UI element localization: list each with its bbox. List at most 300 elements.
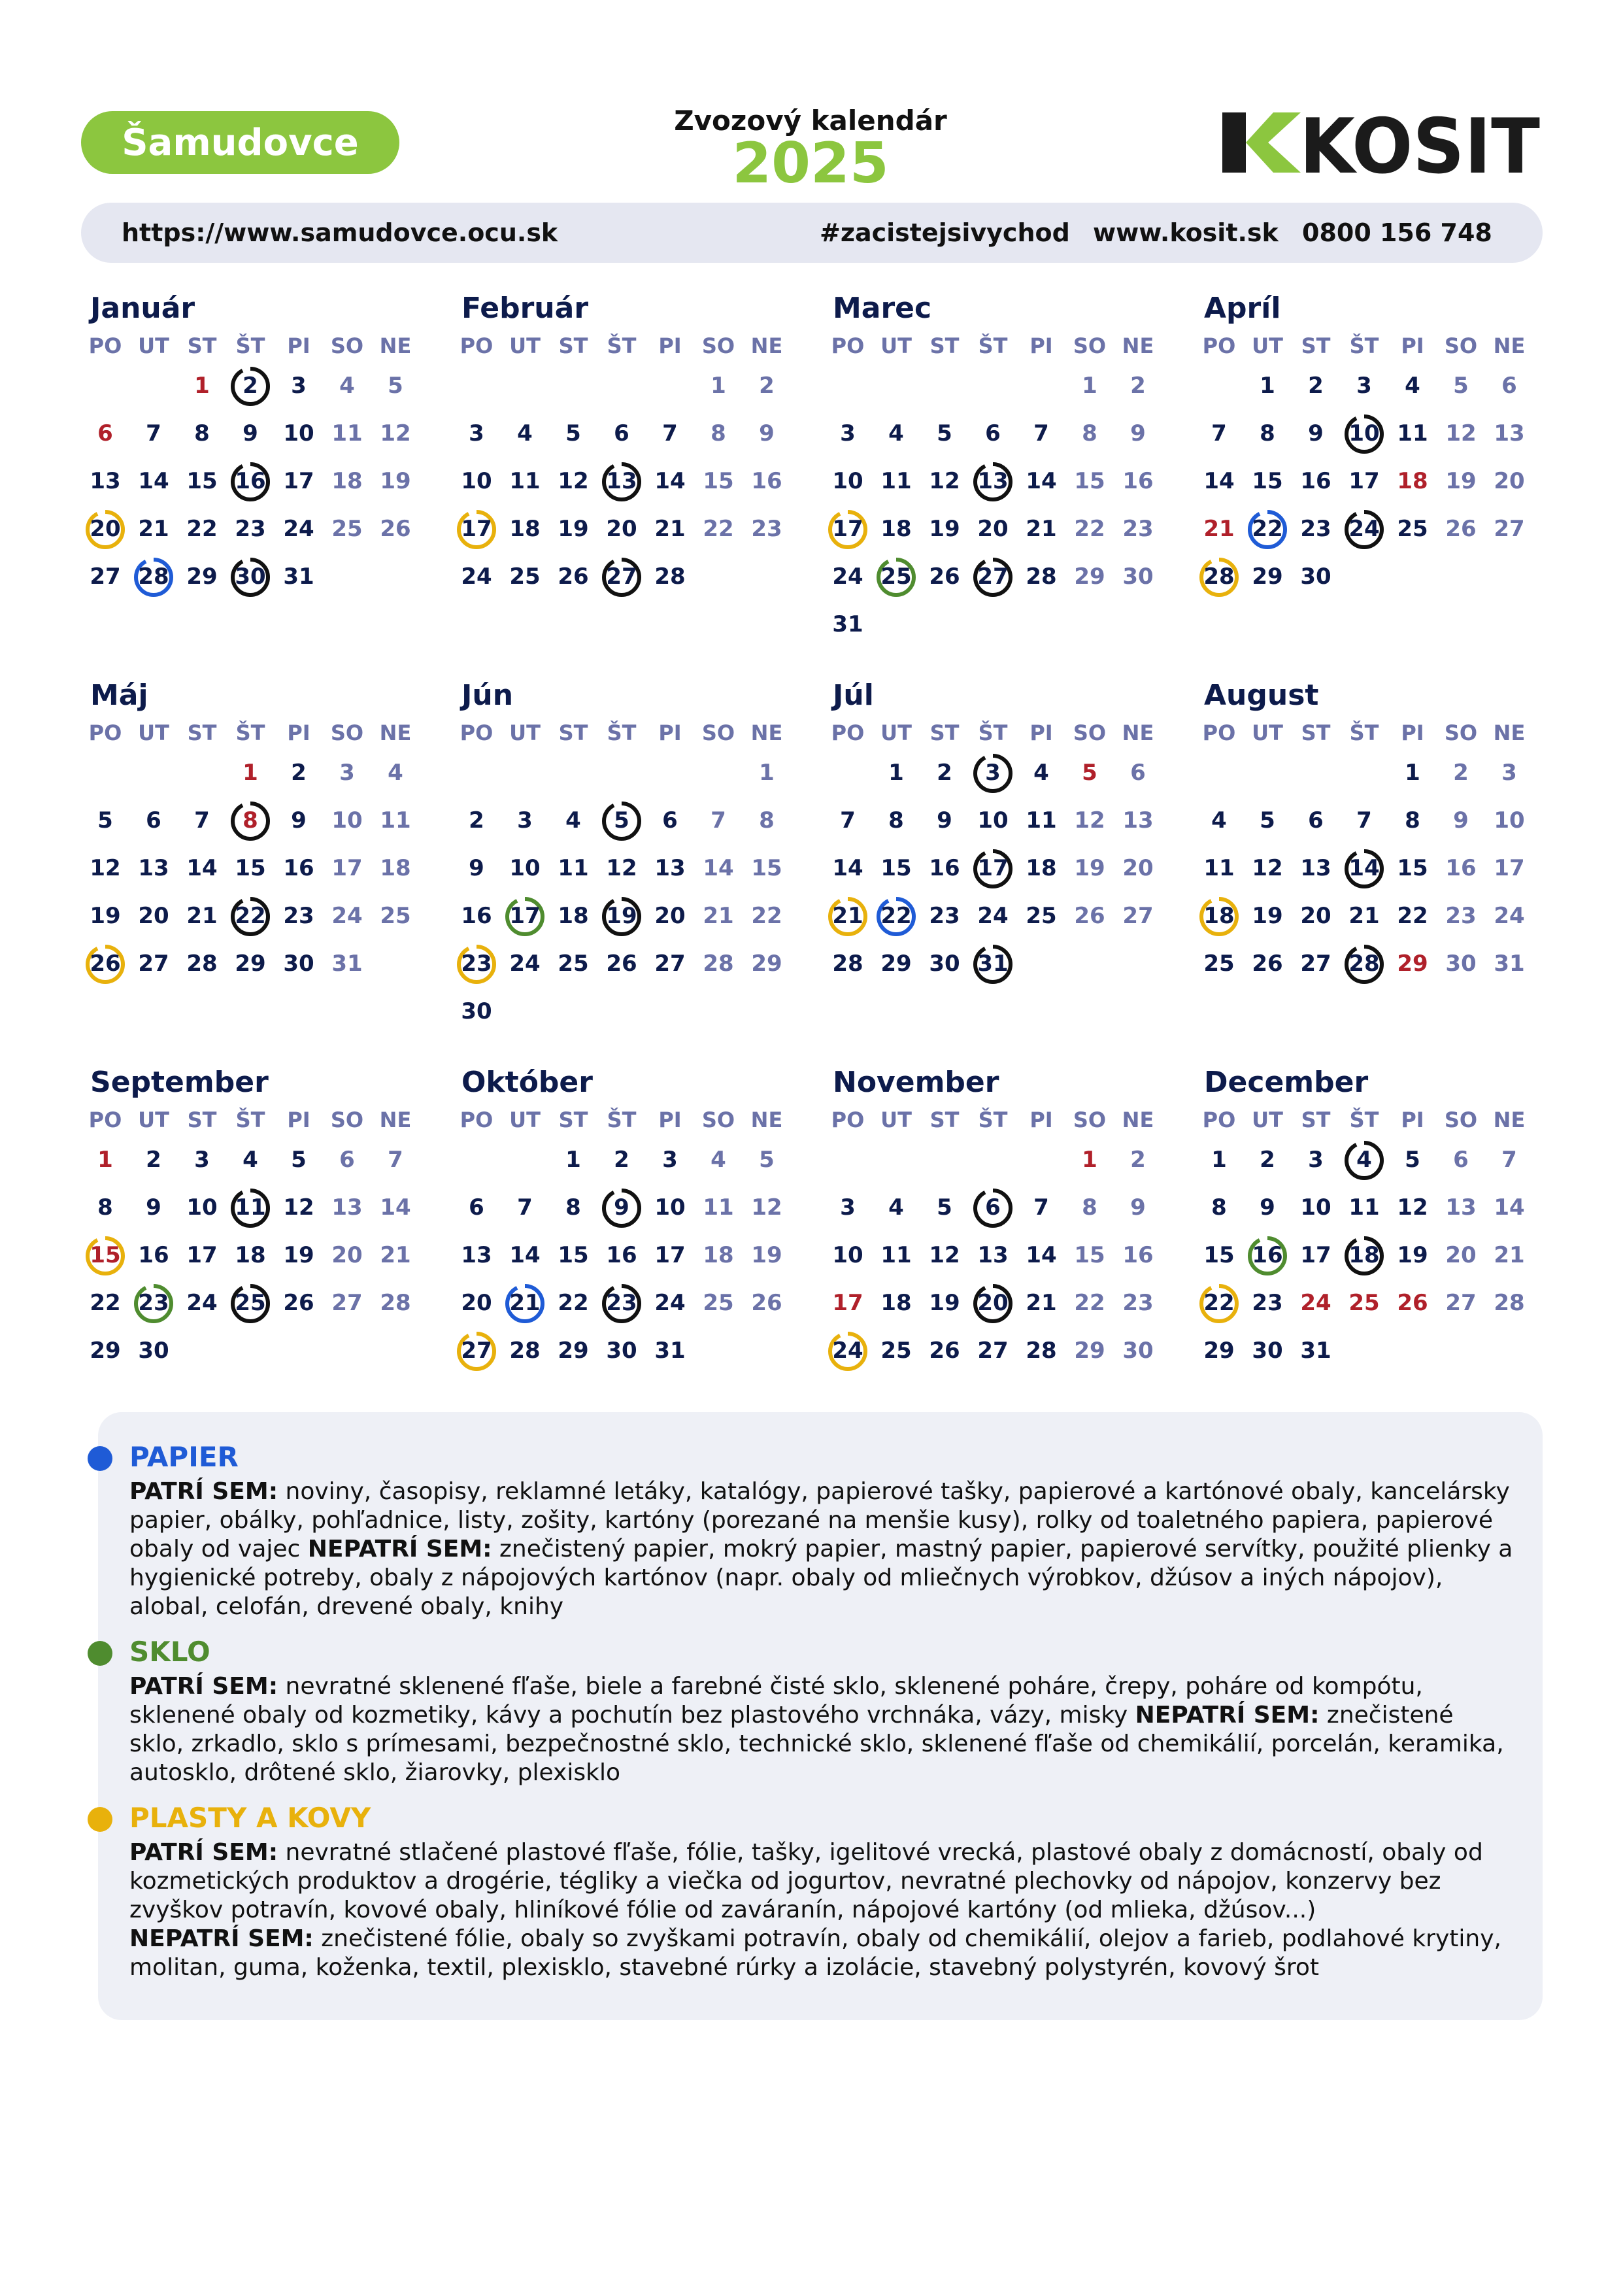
month-november — [824, 1062, 1163, 1375]
calendar-day: 7 — [388, 1147, 403, 1173]
calendar-day: 22 — [703, 516, 734, 542]
calendar-day: 8 — [1211, 1194, 1227, 1221]
calendar-day: 22 — [751, 903, 782, 929]
calendar-day: 12 — [1445, 420, 1477, 447]
calendar-day: 29 — [90, 1338, 121, 1364]
calendar-day: 10 — [832, 468, 863, 494]
month-name: August — [1204, 679, 1319, 712]
calendar-day: 30 — [1122, 1338, 1154, 1364]
weekday-header: ŠT — [1349, 333, 1379, 358]
weekday-header: NE — [1493, 1107, 1526, 1132]
calendar-day: 25 — [331, 516, 363, 542]
calendar-day: 5 — [97, 807, 113, 834]
calendar-day: 27 — [654, 951, 686, 977]
collection-day-papier: 22 — [1243, 505, 1292, 553]
weekday-header: ST — [558, 720, 588, 745]
empty-day-cell — [597, 749, 646, 797]
weekday-header: SO — [1073, 1107, 1107, 1132]
collection-day-plasty: 15 — [81, 1232, 129, 1279]
month-name: Júl — [833, 679, 874, 712]
calendar-day: 14 — [1203, 468, 1235, 494]
calendar-day: 1 — [1211, 1147, 1227, 1173]
calendar-day: 24 — [654, 1290, 686, 1316]
weekday-header: PI — [658, 1107, 682, 1132]
calendar-day: 2 — [937, 760, 952, 786]
calendar-day: 10 — [186, 1194, 218, 1221]
weekday-header: PO — [460, 333, 494, 358]
calendar-day: 15 — [1203, 1242, 1235, 1268]
calendar-day: 20 — [654, 903, 686, 929]
month-name: September — [90, 1066, 269, 1099]
calendar-day: 30 — [1300, 564, 1331, 590]
calendar-day: 6 — [146, 807, 161, 834]
month-grid — [1195, 329, 1535, 601]
calendar-day: 16 — [1122, 1242, 1154, 1268]
calendar-day: 19 — [380, 468, 411, 494]
calendar-day: 16 — [929, 855, 960, 881]
calendar-day: 23 — [751, 516, 782, 542]
empty-day-cell — [872, 362, 920, 410]
collection-day-zmesovy: 6 — [969, 1184, 1017, 1232]
weekday-header: ST — [929, 720, 960, 745]
weekday-header: NE — [379, 1107, 412, 1132]
calendar-day: 2 — [469, 807, 484, 834]
legend-sklo — [129, 1632, 1515, 1787]
calendar-day: 22 — [1074, 1290, 1105, 1316]
calendar-day: 13 — [1494, 420, 1525, 447]
calendar-day: 27 — [331, 1290, 363, 1316]
kosit-website-link[interactable]: www.kosit.sk — [1093, 218, 1279, 247]
month-name: Máj — [90, 679, 148, 712]
calendar-day: 18 — [235, 1242, 266, 1268]
calendar-day: 3 — [517, 807, 533, 834]
month-grid — [452, 717, 792, 1036]
weekday-header: ST — [929, 333, 960, 358]
calendar-day: 5 — [291, 1147, 307, 1173]
month-grid — [824, 717, 1163, 988]
calendar-day: 18 — [509, 516, 541, 542]
calendar-day: 12 — [380, 420, 411, 447]
calendar-day: 11 — [558, 855, 589, 881]
calendar-day: 5 — [1453, 373, 1469, 399]
calendar-day: 21 — [380, 1242, 411, 1268]
weekday-header: UT — [1252, 1107, 1283, 1132]
collection-day-zmesovy: 2 — [226, 362, 275, 410]
calendar-day: 7 — [194, 807, 210, 834]
calendar-day: 27 — [90, 564, 121, 590]
calendar-day: 19 — [90, 903, 121, 929]
papier-dot-icon — [88, 1446, 112, 1471]
collection-day-papier: 21 — [501, 1279, 549, 1327]
collection-day-zmesovy: 30 — [226, 553, 275, 601]
calendar-day: 11 — [880, 1242, 912, 1268]
calendar-day: 15 — [703, 468, 734, 494]
calendar-day: 14 — [186, 855, 218, 881]
month-marec — [824, 288, 1163, 649]
plasty-dot-icon — [88, 1807, 112, 1832]
collection-day-plasty: 27 — [452, 1327, 501, 1375]
weekday-header: ST — [1301, 333, 1331, 358]
calendar-day: 27 — [1494, 516, 1525, 542]
weekday-header: ST — [558, 1107, 588, 1132]
empty-day-cell — [129, 362, 178, 410]
collection-day-zmesovy: 31 — [969, 940, 1017, 988]
weekday-header: ŠT — [235, 720, 265, 745]
calendar-day: 22 — [558, 1290, 589, 1316]
calendar-day: 3 — [840, 420, 856, 447]
weekday-header: PI — [1401, 720, 1424, 745]
collection-day-zmesovy: 27 — [969, 553, 1017, 601]
calendar-day: 17 — [186, 1242, 218, 1268]
calendar-day: 24 — [283, 516, 314, 542]
calendar-day: 1 — [1082, 1147, 1097, 1173]
collection-day-plasty: 18 — [1195, 892, 1243, 940]
calendar-day: 21 — [703, 903, 734, 929]
empty-day-cell — [1017, 1136, 1065, 1184]
calendar-day: 19 — [1252, 903, 1283, 929]
calendar-day: 11 — [1397, 420, 1428, 447]
calendar-day: 12 — [606, 855, 637, 881]
municipality-url-link[interactable]: https://www.samudovce.ocu.sk — [122, 218, 558, 247]
calendar-day: 4 — [517, 420, 533, 447]
calendar-day: 12 — [558, 468, 589, 494]
calendar-day: 22 — [1074, 516, 1105, 542]
calendar-day: 22 — [90, 1290, 121, 1316]
collection-day-zmesovy: 9 — [597, 1184, 646, 1232]
papier-description: PATRÍ SEM: noviny, časopisy, reklamné letáky, katalógy, papierové tašky, papierové a kartónové obaly, kancelársky papier, obálky, pohľadnice, listy, zošity, kartóny (porezané na menšie kusy), rolky od toaletného papiera, papierové obaly od vajec NEPATRÍ SEM: znečistený papier, mokrý papier, mastný papier, papierové servítky, použité plienky a hygienické potreby, obaly z nápojových kartónov (napr. obaly od mliečnych výrobkov, džúsov a iných nápojov), alobal, celofán, drevené obaly, knihy — [129, 1478, 1513, 1620]
calendar-day: 18 — [703, 1242, 734, 1268]
weekday-header: ŠT — [978, 720, 1008, 745]
calendar-day: 30 — [138, 1338, 169, 1364]
calendar-day: 3 — [840, 1194, 856, 1221]
month-februar — [452, 288, 792, 601]
calendar-day: 11 — [1203, 855, 1235, 881]
calendar-day: 5 — [1260, 807, 1275, 834]
calendar-day: 9 — [1130, 1194, 1146, 1221]
legend-papier — [129, 1437, 1515, 1621]
calendar-day: 12 — [1074, 807, 1105, 834]
calendar-day: 9 — [243, 420, 258, 447]
collection-day-papier: 28 — [129, 553, 178, 601]
calendar-day: 23 — [1122, 1290, 1154, 1316]
calendar-day: 26 — [929, 1338, 960, 1364]
weekday-header: ST — [187, 333, 217, 358]
calendar-day: 3 — [1356, 373, 1372, 399]
calendar-day: 29 — [235, 951, 266, 977]
weekday-header: UT — [880, 720, 912, 745]
calendar-day: 12 — [90, 855, 121, 881]
empty-day-cell — [597, 362, 646, 410]
calendar-day: 28 — [509, 1338, 541, 1364]
month-oktober — [452, 1062, 792, 1375]
weekday-header: SO — [330, 720, 364, 745]
calendar-day: 8 — [1082, 1194, 1097, 1221]
month-name: Jún — [461, 679, 514, 712]
calendar-day: 5 — [937, 1194, 952, 1221]
collection-day-papier: 22 — [872, 892, 920, 940]
calendar-day: 6 — [97, 420, 113, 447]
collection-day-zmesovy: 5 — [597, 797, 646, 845]
calendar-day: 7 — [1033, 1194, 1049, 1221]
collection-day-sklo: 17 — [501, 892, 549, 940]
calendar-day: 11 — [509, 468, 541, 494]
calendar-day: 20 — [1122, 855, 1154, 881]
calendar-day: 10 — [1494, 807, 1525, 834]
weekday-header: PO — [831, 333, 865, 358]
calendar-day: 13 — [138, 855, 169, 881]
calendar-day: 25 — [509, 564, 541, 590]
calendar-day: 31 — [654, 1338, 686, 1364]
calendar-day: 1 — [888, 760, 904, 786]
calendar-day: 2 — [759, 373, 775, 399]
collection-day-zmesovy: 14 — [1340, 845, 1388, 892]
calendar-day: 30 — [461, 998, 492, 1024]
calendar-day: 10 — [977, 807, 1009, 834]
calendar-day: 4 — [339, 373, 355, 399]
weekday-header: ŠT — [235, 333, 265, 358]
weekday-header: SO — [1444, 720, 1478, 745]
calendar-day: 25 — [1203, 951, 1235, 977]
calendar-day: 7 — [711, 807, 726, 834]
calendar-day: 29 — [751, 951, 782, 977]
collection-day-zmesovy: 13 — [597, 458, 646, 505]
weekday-header: PI — [1401, 333, 1424, 358]
hashtag: #zacistejsivychod — [820, 218, 1070, 247]
weekday-header: PO — [88, 720, 122, 745]
calendar-day: 18 — [880, 1290, 912, 1316]
weekday-header: NE — [1493, 720, 1526, 745]
calendar-day: 26 — [558, 564, 589, 590]
calendar-day: 13 — [331, 1194, 363, 1221]
calendar-day: 10 — [832, 1242, 863, 1268]
calendar-day: 23 — [235, 516, 266, 542]
calendar-day: 13 — [1122, 807, 1154, 834]
weekday-header: PI — [658, 720, 682, 745]
month-grid — [824, 1104, 1163, 1375]
calendar-day: 1 — [759, 760, 775, 786]
calendar-day: 15 — [880, 855, 912, 881]
calendar-day: 4 — [388, 760, 403, 786]
weekday-header: SO — [330, 333, 364, 358]
calendar-day: 2 — [1130, 1147, 1146, 1173]
calendar-day: 5 — [388, 373, 403, 399]
empty-day-cell — [178, 749, 226, 797]
calendar-day: 10 — [283, 420, 314, 447]
collection-day-zmesovy: 4 — [1340, 1136, 1388, 1184]
calendar-day: 27 — [977, 1338, 1009, 1364]
plasty-description: PATRÍ SEM: nevratné stlačené plastové fľaše, fólie, tašky, igelitové vrecká, plastové obaly z domácností, obaly od kozmetických produktov a drogérie, tégliky a viečka od jogurtov, nevratné plechovky od nápojov, konzervy bez zvyškov potravín, kovové obaly, hliníkové fólie od zaváranín, nápojové kartóny (od mlieka, džúsov...) NEPATRÍ SEM: znečistené fólie, obaly so zvyškami potravín, obaly od chemikálií, olejov a farieb, podlahové krytiny, molitan, guma, koženka, textil, plexisklo, stavebné rúrky a izolácie, stavebný polystyrén, kovový šrot — [129, 1839, 1501, 1981]
calendar-day: 18 — [331, 468, 363, 494]
calendar-day: 17 — [1494, 855, 1525, 881]
empty-day-cell — [501, 749, 549, 797]
calendar-day: 3 — [1308, 1147, 1324, 1173]
calendar-day: 30 — [1252, 1338, 1283, 1364]
calendar-day: 26 — [283, 1290, 314, 1316]
calendar-day: 28 — [1026, 1338, 1057, 1364]
empty-day-cell — [1292, 749, 1340, 797]
calendar-day: 10 — [331, 807, 363, 834]
calendar-day: 7 — [517, 1194, 533, 1221]
calendar-day: 3 — [662, 1147, 678, 1173]
weekday-header: PO — [88, 1107, 122, 1132]
collection-day-zmesovy: 13 — [969, 458, 1017, 505]
calendar-day: 20 — [331, 1242, 363, 1268]
calendar-day: 25 — [1026, 903, 1057, 929]
weekday-header: NE — [750, 1107, 783, 1132]
calendar-day: 6 — [1130, 760, 1146, 786]
empty-day-cell — [969, 362, 1017, 410]
calendar-day: 12 — [751, 1194, 782, 1221]
calendar-day: 29 — [880, 951, 912, 977]
month-april — [1195, 288, 1535, 601]
calendar-day: 10 — [1300, 1194, 1331, 1221]
weekday-header: NE — [1493, 333, 1526, 358]
empty-day-cell — [646, 749, 694, 797]
weekday-header: ST — [187, 1107, 217, 1132]
calendar-day: 29 — [1397, 951, 1428, 977]
empty-day-cell — [1195, 362, 1243, 410]
calendar-day: 14 — [703, 855, 734, 881]
weekday-header: PI — [1029, 720, 1053, 745]
empty-day-cell — [1017, 362, 1065, 410]
sklo-dot-icon — [88, 1641, 112, 1666]
calendar-day: 31 — [1494, 951, 1525, 977]
month-name: Január — [90, 292, 195, 325]
calendar-day: 5 — [1405, 1147, 1420, 1173]
calendar-day: 23 — [1252, 1290, 1283, 1316]
weekday-header: SO — [1444, 1107, 1478, 1132]
calendar-day: 1 — [565, 1147, 581, 1173]
collection-day-plasty: 17 — [824, 505, 872, 553]
calendar-day: 26 — [1074, 903, 1105, 929]
calendar-day: 19 — [1074, 855, 1105, 881]
empty-day-cell — [549, 749, 597, 797]
weekday-header: ŠT — [978, 333, 1008, 358]
calendar-day: 3 — [469, 420, 484, 447]
month-grid — [1195, 717, 1535, 988]
empty-day-cell — [81, 362, 129, 410]
calendar-subtitle: Zvozový kalendár — [674, 105, 947, 137]
calendar-day: 1 — [1082, 373, 1097, 399]
calendar-day: 7 — [840, 807, 856, 834]
collection-day-zmesovy: 17 — [969, 845, 1017, 892]
calendar-day: 6 — [614, 420, 629, 447]
weekday-header: SO — [1073, 333, 1107, 358]
calendar-day: 3 — [339, 760, 355, 786]
calendar-day: 31 — [832, 611, 863, 637]
calendar-day: 15 — [235, 855, 266, 881]
calendar-day: 5 — [1082, 760, 1097, 786]
calendar-day: 2 — [1453, 760, 1469, 786]
collection-day-zmesovy: 11 — [226, 1184, 275, 1232]
month-grid — [452, 329, 792, 601]
calendar-day: 25 — [1348, 1290, 1380, 1316]
calendar-day: 1 — [194, 373, 210, 399]
info-bar — [81, 203, 1543, 263]
weekday-header: SO — [701, 333, 735, 358]
weekday-header: ST — [929, 1107, 960, 1132]
empty-day-cell — [129, 749, 178, 797]
calendar-day: 22 — [1397, 903, 1428, 929]
calendar-day: 16 — [1122, 468, 1154, 494]
weekday-header: ŠT — [1349, 720, 1379, 745]
calendar-day: 8 — [565, 1194, 581, 1221]
calendar-day: 20 — [606, 516, 637, 542]
month-maj — [81, 675, 421, 988]
weekday-header: PI — [287, 333, 310, 358]
weekday-header: SO — [701, 720, 735, 745]
calendar-day: 4 — [888, 420, 904, 447]
calendar-day: 30 — [1122, 564, 1154, 590]
weekday-header: NE — [379, 720, 412, 745]
calendar-day: 7 — [662, 420, 678, 447]
calendar-day: 4 — [1033, 760, 1049, 786]
calendar-day: 15 — [186, 468, 218, 494]
weekday-header: PO — [460, 720, 494, 745]
calendar-day: 2 — [1260, 1147, 1275, 1173]
calendar-day: 4 — [243, 1147, 258, 1173]
calendar-day: 8 — [888, 807, 904, 834]
calendar-day: 25 — [380, 903, 411, 929]
calendar-day: 20 — [1300, 903, 1331, 929]
empty-day-cell — [501, 362, 549, 410]
calendar-day: 4 — [565, 807, 581, 834]
weekday-header: UT — [1252, 720, 1283, 745]
calendar-day: 27 — [1300, 951, 1331, 977]
calendar-day: 29 — [1203, 1338, 1235, 1364]
weekday-header: SO — [701, 1107, 735, 1132]
calendar-day: 24 — [1300, 1290, 1331, 1316]
weekday-header: PO — [1202, 333, 1236, 358]
weekday-header: ŠT — [607, 333, 637, 358]
collection-day-zmesovy: 8 — [226, 797, 275, 845]
empty-day-cell — [501, 1136, 549, 1184]
calendar-day: 1 — [1405, 760, 1420, 786]
weekday-header: UT — [138, 1107, 169, 1132]
calendar-day: 25 — [703, 1290, 734, 1316]
legend-plasty-a-kovy — [129, 1798, 1515, 1982]
month-name: November — [833, 1066, 999, 1099]
calendar-day: 20 — [138, 903, 169, 929]
calendar-day: 28 — [832, 951, 863, 977]
calendar-day: 6 — [662, 807, 678, 834]
calendar-day: 1 — [97, 1147, 113, 1173]
calendar-year: 2025 — [732, 131, 889, 196]
month-januar — [81, 288, 421, 601]
calendar-day: 2 — [1308, 373, 1324, 399]
weekday-header: PO — [460, 1107, 494, 1132]
collection-day-sklo: 23 — [129, 1279, 178, 1327]
collection-day-zmesovy: 20 — [969, 1279, 1017, 1327]
weekday-header: NE — [379, 333, 412, 358]
calendar-day: 18 — [380, 855, 411, 881]
month-august — [1195, 675, 1535, 988]
calendar-day: 2 — [146, 1147, 161, 1173]
collection-day-zmesovy: 28 — [1340, 940, 1388, 988]
month-name: Marec — [833, 292, 932, 325]
calendar-day: 29 — [1074, 1338, 1105, 1364]
empty-day-cell — [452, 362, 501, 410]
weekday-header: ST — [1301, 720, 1331, 745]
calendar-day: 16 — [1445, 855, 1477, 881]
calendar-day: 16 — [138, 1242, 169, 1268]
calendar-day: 23 — [1300, 516, 1331, 542]
month-grid — [81, 329, 421, 601]
month-grid — [824, 329, 1163, 649]
weekday-header: ŠT — [607, 1107, 637, 1132]
calendar-day: 8 — [759, 807, 775, 834]
calendar-day: 9 — [469, 855, 484, 881]
